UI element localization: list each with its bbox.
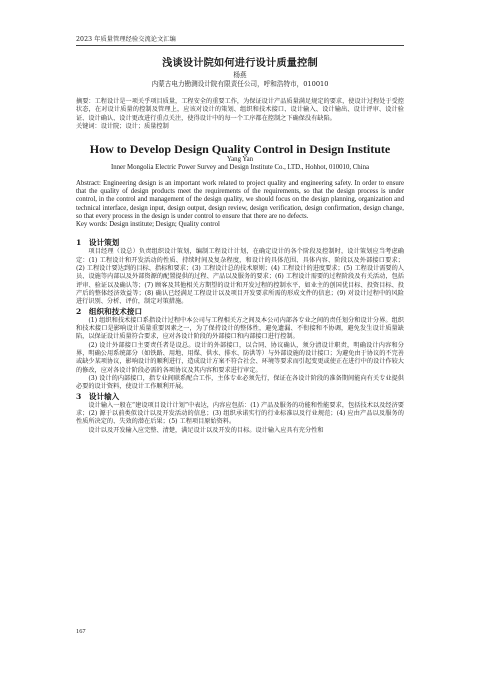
running-header: 2023 年质量管理经验交流论文汇编 [76,36,176,43]
english-abstract: Abstract: Engineering design is an important work related to project quality and engineering safety. In order to ensure that the quality of design products meet the requirements of the requirements, so that the design process is under control, in the control and management of the design quality, we should focus on the design planning, organization and technical interface, design input, design output, design review, design verification, design confirmation, design change, so that every process in the design is under control to ensure that there are no defects. [76,180,404,220]
english-affiliation: Inner Mongolia Electric Power Survey and Design Institute Co., LTD., Hohhot, 010010, China [111,163,369,171]
section-heading-interfaces: 2 组织和技术接口 [76,306,143,316]
header-rule [76,45,404,46]
body-paragraph: (2) 设计外部接口主要责任者是设总。设计的外部接口，以合同、协议确认，须分清设计职责，明确设计内容和分界，明确公用系统部分（如铁路、用地、用煤、供水、排水、防洪等）与外部设施的设计接口；为避免由于协议的不完善或缺少某项协议，影响设计的顺利进行，造成设计方案不符合社会、环境等要求而引起变更或使正在进行中的设计作较大的修改，应对各设计阶段必需的各项协议及其内容和要求进行审定。 [76,341,404,374]
chinese-keywords: 关键词：设计院；设计；质量控制 [76,123,169,131]
section-heading-design-planning: 1 设计策划 [76,238,120,248]
body-paragraph: 项目经理（设总）负责组织设计策划，编制工程设计计划，在确定设计的各个阶段及控制时，设计策划应当考虑确定：(1) 工程设计和开发活动的性质、持续时间及复杂程度，和设计的具体范围、具体内容、阶段以及外部接口要求；(2) 工程设计要达到的目标、指标和要求；(3) 工程设计总的技术原则；(4) 工程设计的进度要求；(5) 工程设计需要的人员、设施等内部以及外部资源的配置提供的过程、产品以及服务的要求；(6) 工程设计需要的过程阶段及有关活动，包括评审、验证以及确认等；(7) 顾客及其他相关方期望的设计和开发过程的控制水平，如业主的创国优目标、投资目标、投产后的整体经济效益等；(8) 确认已经满足工程设计以及项目开发要求所需的形成文件的信息；(9) 对设计过程中的风险进行识别、分析、评价，制定对策措施。 [76,248,404,306]
english-title: How to Develop Design Quality Control in Design Institute [89,141,391,156]
chinese-affiliation: 内蒙古电力勘测设计院有限责任公司，呼和浩特市，010010 [151,80,329,88]
page-number: 167 [76,628,86,635]
body-paragraph: (3) 设计的内部接口，指专业间联系配合工作，主体专业必须先行，保证在各设计阶段的准备期间能向有关专业提供必要的设计资料，使设计工作顺利开展。 [76,375,404,391]
section-heading-design-input: 3 设计输入 [76,391,120,401]
english-author: Yang Yan [226,155,254,163]
body-paragraph: 设计以及开发输入应完整、清楚，满足设计以及开发的目标。设计输入应具有充分性和 [88,426,324,434]
english-keywords: Key words: Design institute; Design; Quality control [76,221,220,229]
body-paragraph: 设计输入一般在“建设项目设计计划”中表达，内容应包括：(1) 产品及服务的功能和性能要求，包括技术以及经济要求；(2) 源于以前类似设计以及开发活动的信息；(3) 组织承诺实行的行业标准以及行业规范；(4) 应由产品以及服务的性质所决定的、失效的潜在后果；(5) 工程项目原始资料。 [76,401,404,426]
article-body [76,56,404,435]
chinese-author: 杨燕 [233,71,247,79]
chinese-abstract: 摘要：工程设计是一项关乎项目质量，工程安全的重要工作，为保证设计产品质量满足规定的要求，使设计过程处于受控状态，在对设计质量的控制及管理上，应该对设计的策划、组织和技术接口、设计输入、设计输出、设计评审、设计验证、设计确认、设计更改进行重点关注，使得设计中的每一个工序都在控制之下确保没有缺陷。 [76,98,404,122]
body-paragraph: (1) 组织和技术接口系指设计过程中本公司与工程相关方之间及本公司内部各专业之间的责任划分和设计分界。组织和技术接口是影响设计质量重要因素之一，为了保持设计的整体性，避免遗漏、不衔接和不协调，避免发生设计质量缺陷，以保证设计质量符合要求，应对各设计阶段的外部接口和内部接口进行控制。 [76,316,404,341]
chinese-title: 浅谈设计院如何进行设计质量控制 [162,57,318,69]
